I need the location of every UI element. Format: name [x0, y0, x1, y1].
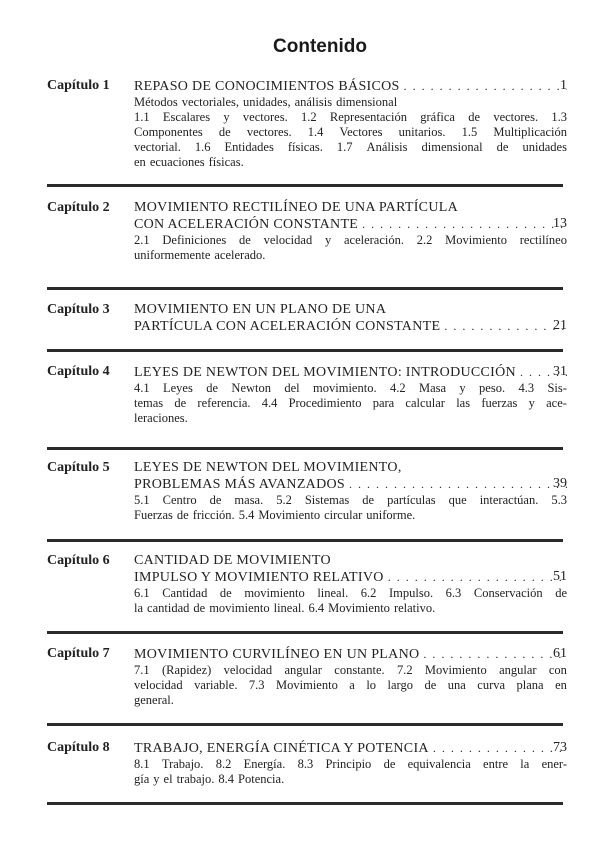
chapter-label: Capítulo 8 [47, 740, 110, 755]
chapter-title-line[interactable] [134, 216, 567, 233]
dot-leader [433, 740, 567, 756]
chapter-title-line[interactable] [134, 78, 567, 95]
divider [47, 287, 563, 290]
section-line: 1.1 Escalares y vectores. 1.2 Representación gráfica de vectores. 1.3 [134, 110, 567, 124]
chapter-title: MOVIMIENTO CURVILÍNEO EN UN PLANO [134, 647, 420, 662]
chapter-label: Capítulo 5 [47, 460, 110, 475]
page-number: 51 [553, 569, 567, 584]
chapter-body [134, 200, 567, 263]
page-title: Contenido [273, 36, 367, 57]
page-number: 21 [553, 318, 567, 333]
section-line: Fuerzas de fricción. 5.4 Movimiento circular uniforme. [134, 508, 416, 522]
section-line: temas de referencia. 4.4 Procedimiento para calcular las fuerzas y ace- [134, 396, 567, 410]
section-line: 4.1 Leyes de Newton del movimiento. 4.2 Masa y peso. 4.3 Sis- [134, 381, 567, 395]
section-line: 2.1 Definiciones de velocidad y aceleración. 2.2 Movimiento rectilíneo [134, 233, 567, 247]
chapter-body [134, 460, 567, 523]
chapter-title: CANTIDAD DE MOVIMIENTO [134, 553, 331, 568]
dot-leader [444, 318, 567, 334]
page-number: 1 [560, 78, 567, 93]
chapter-label: Capítulo 4 [47, 364, 110, 379]
section-line: velocidad variable. 7.3 Movimiento a lo largo de una curva plana en [134, 678, 567, 692]
page-number: 73 [553, 740, 567, 755]
chapter-title: CON ACELERACIÓN CONSTANTE [134, 217, 359, 232]
chapter-title: LEYES DE NEWTON DEL MOVIMIENTO: INTRODUCCIÓN [134, 365, 516, 380]
chapter-title-line[interactable] [134, 553, 567, 569]
chapter-title: REPASO DE CONOCIMIENTOS BÁSICOS [134, 79, 400, 94]
section-line: Métodos vectoriales, unidades, análisis dimensional [134, 95, 398, 109]
chapter-title: PARTÍCULA CON ACELERACIÓN CONSTANTE [134, 319, 441, 334]
chapter-label: Capítulo 7 [47, 646, 110, 661]
chapter-title: MOVIMIENTO RECTILÍNEO DE UNA PARTÍCULA [134, 200, 458, 215]
chapter-sections [134, 663, 567, 708]
chapter-body [134, 78, 567, 170]
section-line: gía y el trabajo. 8.4 Potencia. [134, 772, 285, 786]
chapter-title-line[interactable] [134, 569, 567, 586]
chapter-label: Capítulo 2 [47, 200, 110, 215]
dot-leader [404, 78, 567, 94]
divider [47, 539, 563, 542]
chapter-body [134, 302, 567, 335]
divider [47, 349, 563, 352]
divider [47, 184, 563, 187]
dot-leader [362, 216, 567, 232]
chapter-title-line[interactable] [134, 460, 567, 476]
divider [47, 631, 563, 634]
section-line: general. [134, 693, 174, 707]
divider [47, 802, 563, 805]
section-line: vectorial. 1.6 Entidades físicas. 1.7 Análisis dimensional de unidades [134, 140, 567, 154]
section-line: 5.1 Centro de masa. 5.2 Sistemas de partículas que interactúan. 5.3 [134, 493, 567, 507]
section-line: 8.1 Trabajo. 8.2 Energía. 8.3 Principio de equivalencia entre la ener- [134, 757, 567, 771]
section-line: 7.1 (Rapidez) velocidad angular constante. 7.2 Movimiento angular con [134, 663, 567, 677]
chapter-sections [134, 586, 567, 616]
chapter-title-line[interactable] [134, 302, 567, 318]
chapter-title-line[interactable] [134, 476, 567, 493]
chapter-title: LEYES DE NEWTON DEL MOVIMIENTO, [134, 460, 402, 475]
dot-leader [349, 476, 567, 492]
chapter-sections [134, 381, 567, 426]
section-line: 6.1 Cantidad de movimiento lineal. 6.2 Impulso. 6.3 Conservación de [134, 586, 567, 600]
chapter-label: Capítulo 6 [47, 553, 110, 568]
section-line: en ecuaciones físicas. [134, 155, 244, 169]
page-number: 61 [553, 646, 567, 661]
chapter-body [134, 553, 567, 616]
chapter-sections [134, 493, 567, 523]
section-line: leraciones. [134, 411, 188, 425]
section-line: la cantidad de movimiento lineal. 6.4 Movimiento relativo. [134, 601, 436, 615]
chapter-label: Capítulo 3 [47, 302, 110, 317]
chapter-sections [134, 233, 567, 263]
chapter-title: IMPULSO Y MOVIMIENTO RELATIVO [134, 570, 384, 585]
dot-leader [388, 569, 567, 585]
chapter-title-line[interactable] [134, 318, 567, 335]
chapter-title: PROBLEMAS MÁS AVANZADOS [134, 477, 345, 492]
page-number: 39 [553, 476, 567, 491]
chapter-title-line[interactable] [134, 646, 567, 663]
section-line: uniformemente acelerado. [134, 248, 266, 262]
chapter-title-line[interactable] [134, 740, 567, 757]
chapter-title: MOVIMIENTO EN UN PLANO DE UNA [134, 302, 387, 317]
page-number: 31 [553, 364, 567, 379]
chapter-body [134, 740, 567, 787]
chapter-sections [134, 95, 567, 170]
chapter-label: Capítulo 1 [47, 78, 110, 93]
chapter-title-line[interactable] [134, 364, 567, 381]
section-line: Componentes de vectores. 1.4 Vectores unitarios. 1.5 Multiplicación [134, 125, 567, 139]
page-number: 13 [553, 216, 567, 231]
divider [47, 723, 563, 726]
chapter-sections [134, 757, 567, 787]
divider [47, 447, 563, 450]
chapter-body [134, 364, 567, 426]
chapter-title-line[interactable] [134, 200, 567, 216]
chapter-body [134, 646, 567, 708]
dot-leader [423, 646, 567, 662]
chapter-title: TRABAJO, ENERGÍA CINÉTICA Y POTENCIA [134, 741, 429, 756]
